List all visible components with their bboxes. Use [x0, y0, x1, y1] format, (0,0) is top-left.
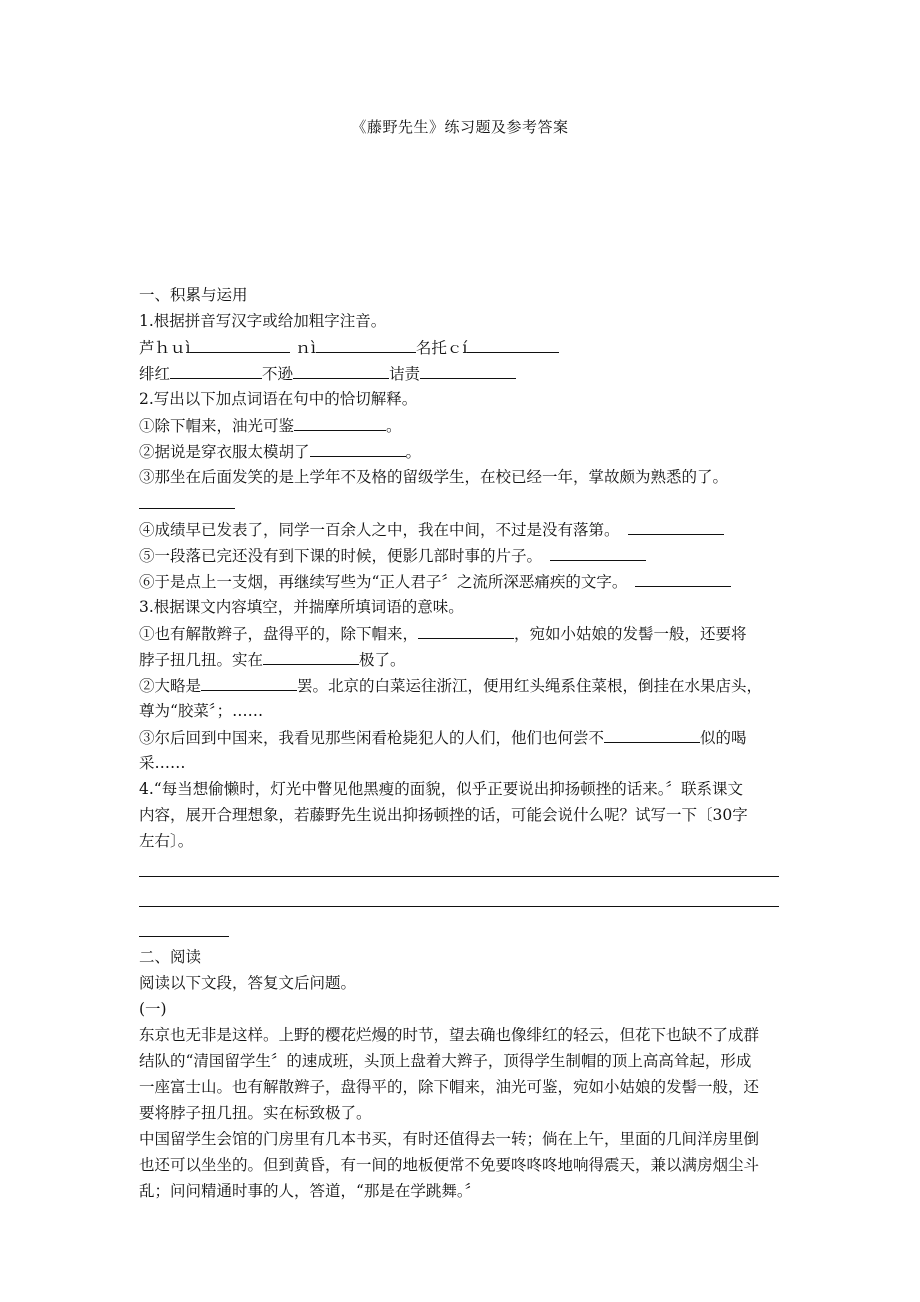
answer-line[interactable]: [139, 918, 229, 937]
answer-blank[interactable]: [190, 334, 290, 353]
item-text: ⑥于是点上一支烟，再继续写些为“正人君子〞之流所深恶痛疾的文字。: [139, 573, 628, 591]
item-text: ②据说是穿衣服太模胡了: [139, 443, 310, 461]
item-text: ，宛如小姑娘的发髻一般，还要将: [514, 625, 747, 643]
answer-blank[interactable]: [263, 646, 359, 665]
question-1-row-2: [139, 360, 787, 386]
item-tail: 。: [386, 417, 402, 435]
question-2-item-6: [139, 568, 787, 594]
question-3-item-1-cont: [139, 646, 787, 672]
question-2-item-3: ③那坐在后面发笑的是上学年不及格的留级学生，在校已经一年，掌故颇为熟悉的了。: [139, 468, 729, 486]
passage-1-line-2: 结队的“清国留学生〞的速成班，头顶上盘着大辫子，顶得学生制帽的顶上高高耸起，形成: [139, 1052, 752, 1070]
pinyin-item-3: 名托ｃí: [415, 339, 468, 357]
question-4-line-1: 4.“每当想偷懒时，灯光中瞥见他黑瘦的面貌，似乎正要说出抑扬顿挫的话来。〞联系课文: [139, 780, 743, 798]
answer-blank[interactable]: [550, 542, 646, 561]
question-3-item-2-cont: 尊为“胶菜〞；……: [139, 702, 264, 720]
answer-blank[interactable]: [170, 360, 262, 379]
item-tail: 。: [405, 443, 422, 461]
question-1-row-1: [139, 334, 787, 360]
answer-blank[interactable]: [628, 516, 724, 535]
item-text: 似的喝: [700, 729, 747, 747]
page-title: 《藤野先生》练习题及参考答案: [351, 118, 569, 136]
question-1: 1.根据拼音写汉字或给加粗字注音。: [139, 312, 387, 330]
answer-blank[interactable]: [635, 568, 731, 587]
item-text: ②大略是: [139, 677, 202, 695]
word-item-2: 不逊: [262, 365, 294, 383]
item-text: 极了。: [359, 651, 406, 669]
item-text: ③尔后回到中国来，我看见那些闲看枪毙犯人的人们，他们也何尝不: [139, 729, 605, 747]
question-4-line-2: 内容，展开合理想象，若藤野先生说出抑扬顿挫的话，可能会说什么呢？试写一下〔30字: [139, 806, 748, 824]
item-text: ①除下帽来，油光可鉴: [139, 417, 295, 435]
item-text: ①也有解散辫子，盘得平的，除下帽来，: [139, 625, 419, 643]
pinyin-item-2: ｎì: [295, 339, 316, 357]
question-4-answer-line-3: [139, 918, 787, 944]
answer-blank[interactable]: [604, 724, 700, 743]
section-heading-2: 二、阅读: [139, 948, 202, 966]
answer-line[interactable]: [139, 858, 779, 877]
question-2-item-2: [139, 438, 787, 464]
question-4-answer-line-2: [139, 888, 787, 914]
item-text: ④成绩早已发表了，同学一百余人之中，我在中间，不过是没有落第。: [139, 521, 620, 539]
answer-blank[interactable]: [420, 360, 516, 379]
question-2-item-1: [139, 412, 787, 438]
question-3-item-3-cont: 采……: [139, 754, 186, 772]
answer-line[interactable]: [139, 888, 779, 907]
question-3-item-1: [139, 620, 787, 646]
question-3: 3.根据课文内容填空，并揣摩所填词语的意味。: [139, 598, 464, 616]
answer-blank[interactable]: [294, 412, 386, 431]
question-2-item-4: [139, 516, 787, 542]
reading-intro: 阅读以下文段，答复文后问题。: [139, 974, 357, 992]
word-item-1: 绯红: [139, 365, 171, 383]
item-text: 脖子扭几扭。实在: [139, 651, 264, 669]
answer-blank[interactable]: [310, 438, 406, 457]
question-2: 2.写出以下加点词语在句中的恰切解释。: [139, 390, 418, 408]
passage-2-line-3: 乱；问问精通时事的人，答道，“那是在学跳舞。〞: [139, 1182, 481, 1200]
question-4-line-3: 左右〕。: [139, 832, 194, 850]
document-body: [139, 282, 787, 1204]
reading-part-label: (一): [139, 1000, 167, 1018]
answer-blank[interactable]: [467, 334, 559, 353]
question-3-item-3: [139, 724, 787, 750]
question-3-item-2: [139, 672, 787, 698]
answer-blank[interactable]: [316, 334, 416, 353]
section-heading-1: 一、积累与运用: [139, 286, 248, 304]
answer-blank[interactable]: [201, 672, 297, 691]
word-item-3: 诘责: [389, 365, 421, 383]
question-4-answer-line-1: [139, 858, 787, 884]
item-text: 罢。北京的白菜运往浙江，便用红头绳系住菜根，倒挂在水果店头，: [297, 677, 763, 695]
passage-1-line-3: 一座富士山。也有解散辫子，盘得平的，除下帽来，油光可鉴，宛如小姑娘的发髻一般，还: [139, 1078, 760, 1096]
passage-1-line-4: 要将脖子扭几扭。实在标致极了。: [139, 1104, 372, 1122]
passage-2-line-1: 中国留学生会馆的门房里有几本书买，有时还值得去一转；倘在上午，里面的几间洋房里倒: [139, 1130, 760, 1148]
answer-blank[interactable]: [418, 620, 514, 639]
item-text: ⑤一段落已完还没有到下课的时候，便影几部时事的片子。: [139, 547, 543, 565]
passage-2-line-2: 也还可以坐坐的。但到黄昏，有一间的地板便常不免要咚咚咚地响得震天，兼以满房烟尘斗: [139, 1156, 760, 1174]
question-2-item-5: [139, 542, 787, 568]
pinyin-item-1: 芦ｈｕì: [139, 339, 191, 357]
question-2-item-3-answer: [139, 490, 787, 516]
passage-1-line-1: 东京也无非是这样。上野的樱花烂熳的时节，望去确也像绯红的轻云，但花下也缺不了成群: [139, 1026, 760, 1044]
answer-blank[interactable]: [139, 490, 235, 509]
answer-blank[interactable]: [293, 360, 389, 379]
